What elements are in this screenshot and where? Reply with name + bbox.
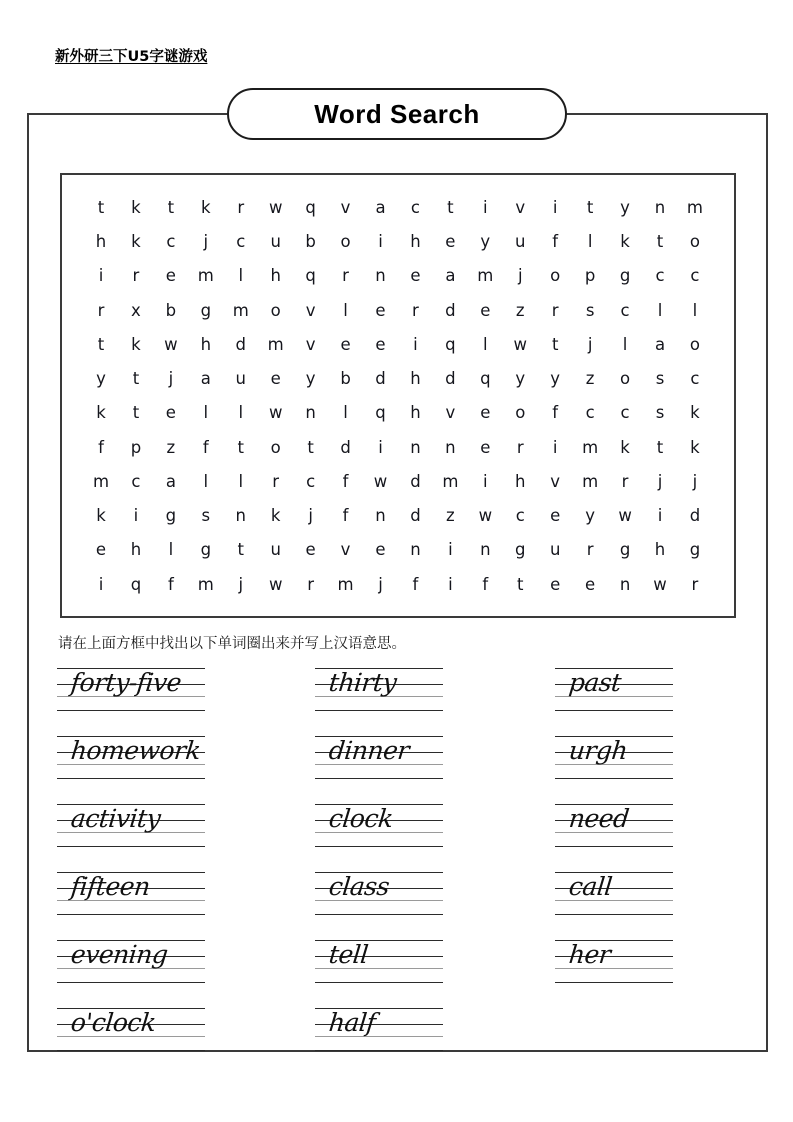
handwriting-rule-line	[555, 710, 673, 711]
letter-cell[interactable]: q	[130, 574, 142, 594]
letter-cell[interactable]: r	[132, 266, 140, 286]
letter-cell[interactable]: r	[412, 300, 419, 320]
letter-grid-box	[60, 173, 736, 618]
letter-grid-row	[88, 534, 708, 568]
word-answer-slot[interactable]	[57, 932, 237, 1000]
letter-cell[interactable]: p	[130, 437, 142, 457]
letter-cell[interactable]: q	[480, 369, 491, 389]
letter-cell[interactable]: w	[478, 506, 493, 526]
letter-cell[interactable]: i	[378, 232, 383, 252]
handwriting-rule-line	[315, 914, 443, 915]
letter-cell[interactable]: f	[342, 471, 349, 491]
handwriting-rule-line	[555, 846, 673, 847]
letter-cell[interactable]: q	[305, 266, 316, 286]
letter-cell[interactable]: j	[203, 232, 209, 252]
letter-cell[interactable]: t	[97, 197, 105, 217]
letter-cell[interactable]: f	[167, 574, 174, 594]
word-handwriting-label: past	[567, 668, 623, 697]
letter-cell[interactable]: y	[96, 369, 106, 389]
letter-cell[interactable]: r	[237, 197, 245, 217]
letter-cell[interactable]: e	[480, 403, 491, 423]
handwriting-rule-line	[315, 982, 443, 983]
letter-cell[interactable]: e	[585, 574, 596, 594]
letter-cell[interactable]: i	[98, 574, 104, 594]
word-handwriting-label: dinner	[327, 736, 411, 765]
letter-cell[interactable]: h	[410, 403, 421, 423]
letter-cell[interactable]: c	[236, 232, 246, 252]
handwriting-rule-line	[57, 778, 205, 779]
letter-cell[interactable]: i	[133, 506, 139, 526]
letter-cell[interactable]: o	[270, 300, 281, 320]
word-column-3	[555, 660, 735, 1000]
letter-cell[interactable]: f	[98, 437, 104, 457]
letter-cell[interactable]: b	[165, 300, 177, 320]
letter-cell[interactable]: e	[165, 403, 176, 423]
letter-cell[interactable]: s	[201, 506, 211, 526]
word-answer-slot[interactable]	[57, 864, 237, 932]
letter-cell[interactable]: d	[445, 369, 456, 389]
word-answer-slot[interactable]	[555, 796, 735, 864]
letter-grid	[62, 175, 734, 616]
letter-cell[interactable]: k	[620, 232, 630, 252]
letter-cell[interactable]: t	[237, 437, 244, 457]
letter-cell[interactable]: j	[587, 334, 593, 354]
word-search-title-label: Word Search	[314, 98, 480, 129]
word-answer-slot[interactable]	[315, 728, 495, 796]
letter-cell[interactable]: j	[308, 506, 313, 526]
letter-cell[interactable]: l	[587, 232, 593, 252]
handwriting-rule-line	[315, 1050, 443, 1051]
word-answer-slot[interactable]	[555, 728, 735, 796]
letter-cell[interactable]: y	[515, 369, 526, 389]
handwriting-rule-line	[315, 710, 443, 711]
handwriting-rule-line	[57, 710, 205, 711]
letter-cell[interactable]: v	[305, 300, 316, 320]
letter-cell[interactable]: w	[513, 334, 527, 354]
letter-cell[interactable]: z	[515, 300, 525, 320]
letter-grid-row	[88, 328, 708, 362]
letter-cell[interactable]: a	[375, 197, 386, 217]
letter-grid-row	[88, 225, 708, 259]
letter-grid-row	[88, 499, 708, 533]
handwriting-rule-line	[57, 846, 205, 847]
handwriting-rule-line	[315, 846, 443, 847]
letter-cell[interactable]: w	[164, 334, 178, 354]
letter-cell[interactable]: e	[410, 266, 421, 286]
letter-cell[interactable]: p	[584, 266, 596, 286]
letter-cell[interactable]: a	[165, 471, 176, 491]
letter-cell[interactable]: t	[167, 197, 175, 217]
letter-cell[interactable]: o	[620, 369, 631, 389]
letter-cell[interactable]: y	[585, 506, 595, 526]
letter-cell[interactable]: h	[515, 471, 526, 491]
word-handwriting-label: fifteen	[69, 872, 152, 901]
letter-cell[interactable]: u	[270, 540, 281, 560]
letter-cell[interactable]: c	[620, 300, 630, 320]
letter-cell[interactable]: r	[621, 471, 629, 491]
word-handwriting-label: her	[567, 940, 612, 969]
letter-cell[interactable]: q	[445, 334, 456, 354]
letter-cell[interactable]: k	[96, 506, 106, 526]
letter-cell[interactable]: m	[337, 574, 354, 594]
letter-cell[interactable]: r	[586, 540, 594, 560]
letter-grid-row	[88, 362, 708, 396]
letter-cell[interactable]: e	[445, 232, 456, 252]
letter-cell[interactable]: l	[692, 300, 698, 320]
letter-cell[interactable]: u	[235, 369, 246, 389]
letter-cell[interactable]: u	[549, 540, 561, 560]
handwriting-rule-line	[555, 982, 673, 983]
letter-cell[interactable]: l	[622, 334, 628, 354]
letter-cell[interactable]: s	[655, 369, 665, 389]
letter-cell[interactable]: e	[305, 540, 316, 560]
letter-cell[interactable]: e	[165, 266, 176, 286]
word-answer-slot[interactable]	[57, 660, 237, 728]
letter-cell[interactable]: h	[270, 266, 281, 286]
letter-cell[interactable]: c	[690, 369, 700, 389]
letter-cell[interactable]: j	[692, 471, 698, 491]
word-handwriting-label: half	[327, 1008, 377, 1037]
letter-cell[interactable]: i	[552, 437, 558, 457]
letter-cell[interactable]: r	[691, 574, 699, 594]
letter-cell[interactable]: i	[483, 197, 488, 217]
instruction-text: 请在上面方框中找出以下单词圈出来并写上汉语意思。	[58, 636, 406, 652]
letter-cell[interactable]: v	[340, 540, 351, 560]
letter-cell[interactable]: k	[96, 403, 106, 423]
letter-cell[interactable]: w	[618, 506, 632, 526]
letter-cell[interactable]: q	[305, 197, 316, 217]
page-title: 新外研三下U5字谜游戏	[55, 49, 208, 65]
letter-cell[interactable]: i	[378, 437, 383, 457]
letter-cell[interactable]: m	[582, 437, 599, 457]
letter-cell[interactable]: e	[480, 300, 491, 320]
letter-cell[interactable]: m	[197, 266, 214, 286]
letter-cell[interactable]: v	[445, 403, 456, 423]
letter-cell[interactable]: j	[657, 471, 663, 491]
word-answer-slot[interactable]	[57, 796, 237, 864]
letter-cell[interactable]: l	[343, 403, 348, 423]
letter-cell[interactable]: u	[270, 232, 281, 252]
letter-cell[interactable]: s	[585, 300, 595, 320]
letter-cell[interactable]: r	[97, 300, 105, 320]
letter-cell[interactable]: d	[410, 506, 421, 526]
handwriting-rule-line	[57, 982, 205, 983]
letter-cell[interactable]: i	[552, 197, 558, 217]
letter-cell[interactable]: t	[132, 403, 140, 423]
letter-cell[interactable]: n	[445, 437, 456, 457]
word-answer-slot[interactable]	[57, 1000, 237, 1068]
word-handwriting-label: tell	[327, 940, 370, 969]
letter-cell[interactable]: c	[515, 506, 525, 526]
letter-cell[interactable]: n	[375, 506, 386, 526]
word-answer-slot[interactable]	[315, 660, 495, 728]
letter-cell[interactable]: c	[690, 266, 700, 286]
letter-cell[interactable]: y	[480, 232, 491, 252]
letter-cell[interactable]: v	[550, 471, 561, 491]
letter-cell[interactable]: j	[378, 574, 383, 594]
letter-cell[interactable]: w	[268, 403, 283, 423]
letter-cell[interactable]: g	[619, 540, 631, 560]
letter-cell[interactable]: k	[690, 403, 700, 423]
letter-cell[interactable]: d	[375, 369, 386, 389]
letter-cell[interactable]: k	[690, 437, 700, 457]
letter-cell[interactable]: v	[305, 334, 316, 354]
letter-cell[interactable]: e	[340, 334, 351, 354]
letter-cell[interactable]: b	[340, 369, 351, 389]
word-handwriting-label: class	[327, 872, 391, 901]
letter-cell[interactable]: m	[197, 574, 214, 594]
word-answer-slot[interactable]	[315, 932, 495, 1000]
letter-cell[interactable]: j	[238, 574, 244, 594]
letter-grid-row	[88, 465, 708, 499]
letter-cell[interactable]: e	[550, 506, 561, 526]
word-search-title-badge	[227, 88, 567, 140]
letter-cell[interactable]: r	[516, 437, 524, 457]
letter-cell[interactable]: i	[657, 506, 663, 526]
letter-cell[interactable]: l	[203, 403, 209, 423]
letter-cell[interactable]: i	[413, 334, 418, 354]
word-handwriting-label: o'clock	[69, 1008, 158, 1037]
letter-cell[interactable]: y	[550, 369, 561, 389]
letter-cell[interactable]: n	[619, 574, 631, 594]
letter-cell[interactable]: c	[620, 403, 630, 423]
letter-cell[interactable]: o	[689, 232, 700, 252]
letter-cell[interactable]: z	[166, 437, 176, 457]
word-handwriting-label: clock	[327, 804, 395, 833]
word-handwriting-label: evening	[69, 940, 169, 969]
letter-cell[interactable]: l	[343, 300, 348, 320]
word-answer-slot[interactable]	[555, 660, 735, 728]
letter-cell[interactable]: k	[131, 232, 141, 252]
letter-cell[interactable]: d	[235, 334, 246, 354]
letter-cell[interactable]: t	[307, 437, 314, 457]
letter-cell[interactable]: t	[551, 334, 559, 354]
letter-cell[interactable]: n	[480, 540, 491, 560]
letter-cell[interactable]: o	[515, 403, 526, 423]
letter-cell[interactable]: h	[130, 540, 142, 560]
letter-grid-row	[88, 568, 708, 602]
letter-cell[interactable]: m	[582, 471, 599, 491]
letter-cell[interactable]: c	[410, 197, 420, 217]
letter-cell[interactable]: d	[340, 437, 351, 457]
letter-cell[interactable]: a	[445, 266, 456, 286]
word-answer-list	[57, 660, 757, 1050]
letter-cell[interactable]: e	[375, 540, 386, 560]
letter-cell[interactable]: r	[342, 266, 349, 286]
letter-cell[interactable]: q	[375, 403, 386, 423]
letter-cell[interactable]: t	[656, 437, 664, 457]
letter-cell[interactable]: e	[480, 437, 491, 457]
letter-cell[interactable]: b	[305, 232, 316, 252]
letter-cell[interactable]: g	[200, 540, 212, 560]
letter-cell[interactable]: t	[517, 574, 524, 594]
letter-cell[interactable]: o	[689, 334, 700, 354]
letter-cell[interactable]: f	[342, 506, 349, 526]
letter-cell[interactable]: e	[375, 300, 386, 320]
letter-cell[interactable]: i	[483, 471, 488, 491]
letter-cell[interactable]: u	[515, 232, 526, 252]
letter-cell[interactable]: k	[201, 197, 211, 217]
letter-cell[interactable]: n	[375, 266, 386, 286]
letter-cell[interactable]: t	[586, 197, 594, 217]
word-handwriting-label: urgh	[567, 736, 629, 765]
letter-cell[interactable]: o	[270, 437, 281, 457]
letter-cell[interactable]: e	[375, 334, 386, 354]
letter-cell[interactable]: z	[585, 369, 595, 389]
handwriting-rule-line	[555, 914, 673, 915]
letter-cell[interactable]: k	[131, 197, 141, 217]
letter-cell[interactable]: l	[238, 471, 244, 491]
letter-grid-row	[88, 191, 708, 225]
letter-cell[interactable]: l	[203, 471, 209, 491]
word-answer-slot[interactable]	[315, 1000, 495, 1068]
letter-cell[interactable]: k	[270, 506, 281, 526]
letter-cell[interactable]: g	[619, 266, 631, 286]
letter-cell[interactable]: l	[483, 334, 488, 354]
letter-cell[interactable]: i	[448, 574, 453, 594]
letter-cell[interactable]: c	[655, 266, 665, 286]
letter-cell[interactable]: r	[307, 574, 315, 594]
letter-cell[interactable]: v	[515, 197, 526, 217]
letter-cell[interactable]: w	[653, 574, 667, 594]
letter-cell[interactable]: j	[168, 369, 174, 389]
letter-cell[interactable]: l	[168, 540, 174, 560]
letter-cell[interactable]: v	[340, 197, 351, 217]
letter-cell[interactable]: r	[272, 471, 280, 491]
letter-cell[interactable]: l	[238, 266, 244, 286]
letter-cell[interactable]: f	[202, 437, 209, 457]
letter-cell[interactable]: g	[515, 540, 526, 560]
letter-cell[interactable]: m	[232, 300, 249, 320]
letter-cell[interactable]: h	[410, 232, 421, 252]
letter-cell[interactable]: l	[238, 403, 244, 423]
letter-cell[interactable]: k	[131, 334, 141, 354]
letter-cell[interactable]: n	[654, 197, 666, 217]
letter-cell[interactable]: m	[442, 471, 459, 491]
letter-cell[interactable]: e	[95, 540, 107, 560]
letter-cell[interactable]: f	[482, 574, 489, 594]
letter-cell[interactable]: t	[237, 540, 244, 560]
handwriting-rule-line	[555, 778, 673, 779]
letter-cell[interactable]: c	[131, 471, 141, 491]
word-handwriting-label: need	[567, 804, 631, 833]
word-column-1	[57, 660, 237, 1068]
letter-cell[interactable]: y	[305, 369, 316, 389]
letter-grid-row	[88, 431, 708, 465]
letter-cell[interactable]: e	[270, 369, 281, 389]
letter-cell[interactable]: c	[306, 471, 316, 491]
letter-grid-row	[88, 260, 708, 294]
letter-cell[interactable]: d	[689, 506, 701, 526]
letter-cell[interactable]: m	[267, 334, 284, 354]
letter-cell[interactable]: c	[166, 232, 176, 252]
letter-cell[interactable]: f	[552, 232, 559, 252]
letter-cell[interactable]: l	[657, 300, 663, 320]
letter-cell[interactable]: t	[132, 369, 140, 389]
letter-cell[interactable]: o	[340, 232, 351, 252]
letter-cell[interactable]: z	[446, 506, 455, 526]
letter-cell[interactable]: e	[550, 574, 561, 594]
handwriting-rule-line	[57, 1050, 205, 1051]
word-handwriting-label: forty-five	[69, 668, 183, 697]
word-handwriting-label: homework	[69, 736, 202, 765]
word-handwriting-label: call	[567, 872, 614, 901]
letter-cell[interactable]: g	[200, 300, 212, 320]
letter-cell[interactable]: n	[410, 540, 421, 560]
letter-cell[interactable]: h	[95, 232, 107, 252]
letter-cell[interactable]: r	[551, 300, 559, 320]
word-answer-slot[interactable]	[315, 796, 495, 864]
letter-cell[interactable]: g	[689, 540, 701, 560]
letter-cell[interactable]: h	[200, 334, 212, 354]
letter-cell[interactable]: n	[235, 506, 246, 526]
letter-cell[interactable]: a	[200, 369, 211, 389]
letter-grid-row	[88, 294, 708, 328]
word-answer-slot[interactable]	[315, 864, 495, 932]
handwriting-rule-line	[57, 914, 205, 915]
letter-cell[interactable]: f	[552, 403, 559, 423]
letter-cell[interactable]: j	[517, 266, 523, 286]
letter-cell[interactable]: a	[654, 334, 666, 354]
letter-cell[interactable]: t	[97, 334, 105, 354]
letter-cell[interactable]: y	[620, 197, 630, 217]
letter-cell[interactable]: o	[550, 266, 561, 286]
letter-cell[interactable]: d	[410, 471, 421, 491]
letter-cell[interactable]: s	[655, 403, 665, 423]
letter-cell[interactable]: n	[410, 437, 421, 457]
word-answer-slot[interactable]	[57, 728, 237, 796]
letter-cell[interactable]: m	[477, 266, 494, 286]
letter-cell[interactable]: i	[98, 266, 104, 286]
letter-cell[interactable]: w	[268, 197, 283, 217]
letter-cell[interactable]: h	[654, 540, 666, 560]
word-column-2	[315, 660, 495, 1068]
letter-grid-row	[88, 397, 708, 431]
letter-cell[interactable]: w	[373, 471, 388, 491]
letter-cell[interactable]: x	[131, 300, 141, 320]
letter-cell[interactable]: h	[410, 369, 421, 389]
letter-cell[interactable]: m	[686, 197, 703, 217]
letter-cell[interactable]: i	[448, 540, 453, 560]
letter-cell[interactable]: m	[92, 471, 110, 491]
handwriting-rule-line	[315, 778, 443, 779]
word-answer-slot[interactable]	[555, 932, 735, 1000]
letter-cell[interactable]: g	[165, 506, 177, 526]
letter-cell[interactable]: w	[268, 574, 283, 594]
letter-cell[interactable]: t	[656, 232, 664, 252]
letter-cell[interactable]: n	[305, 403, 316, 423]
letter-cell[interactable]: d	[445, 300, 456, 320]
word-handwriting-label: thirty	[327, 668, 398, 697]
letter-cell[interactable]: k	[620, 437, 630, 457]
letter-cell[interactable]: t	[447, 197, 454, 217]
word-handwriting-label: activity	[69, 804, 162, 833]
letter-cell[interactable]: c	[585, 403, 595, 423]
letter-cell[interactable]: f	[412, 574, 419, 594]
word-answer-slot[interactable]	[555, 864, 735, 932]
